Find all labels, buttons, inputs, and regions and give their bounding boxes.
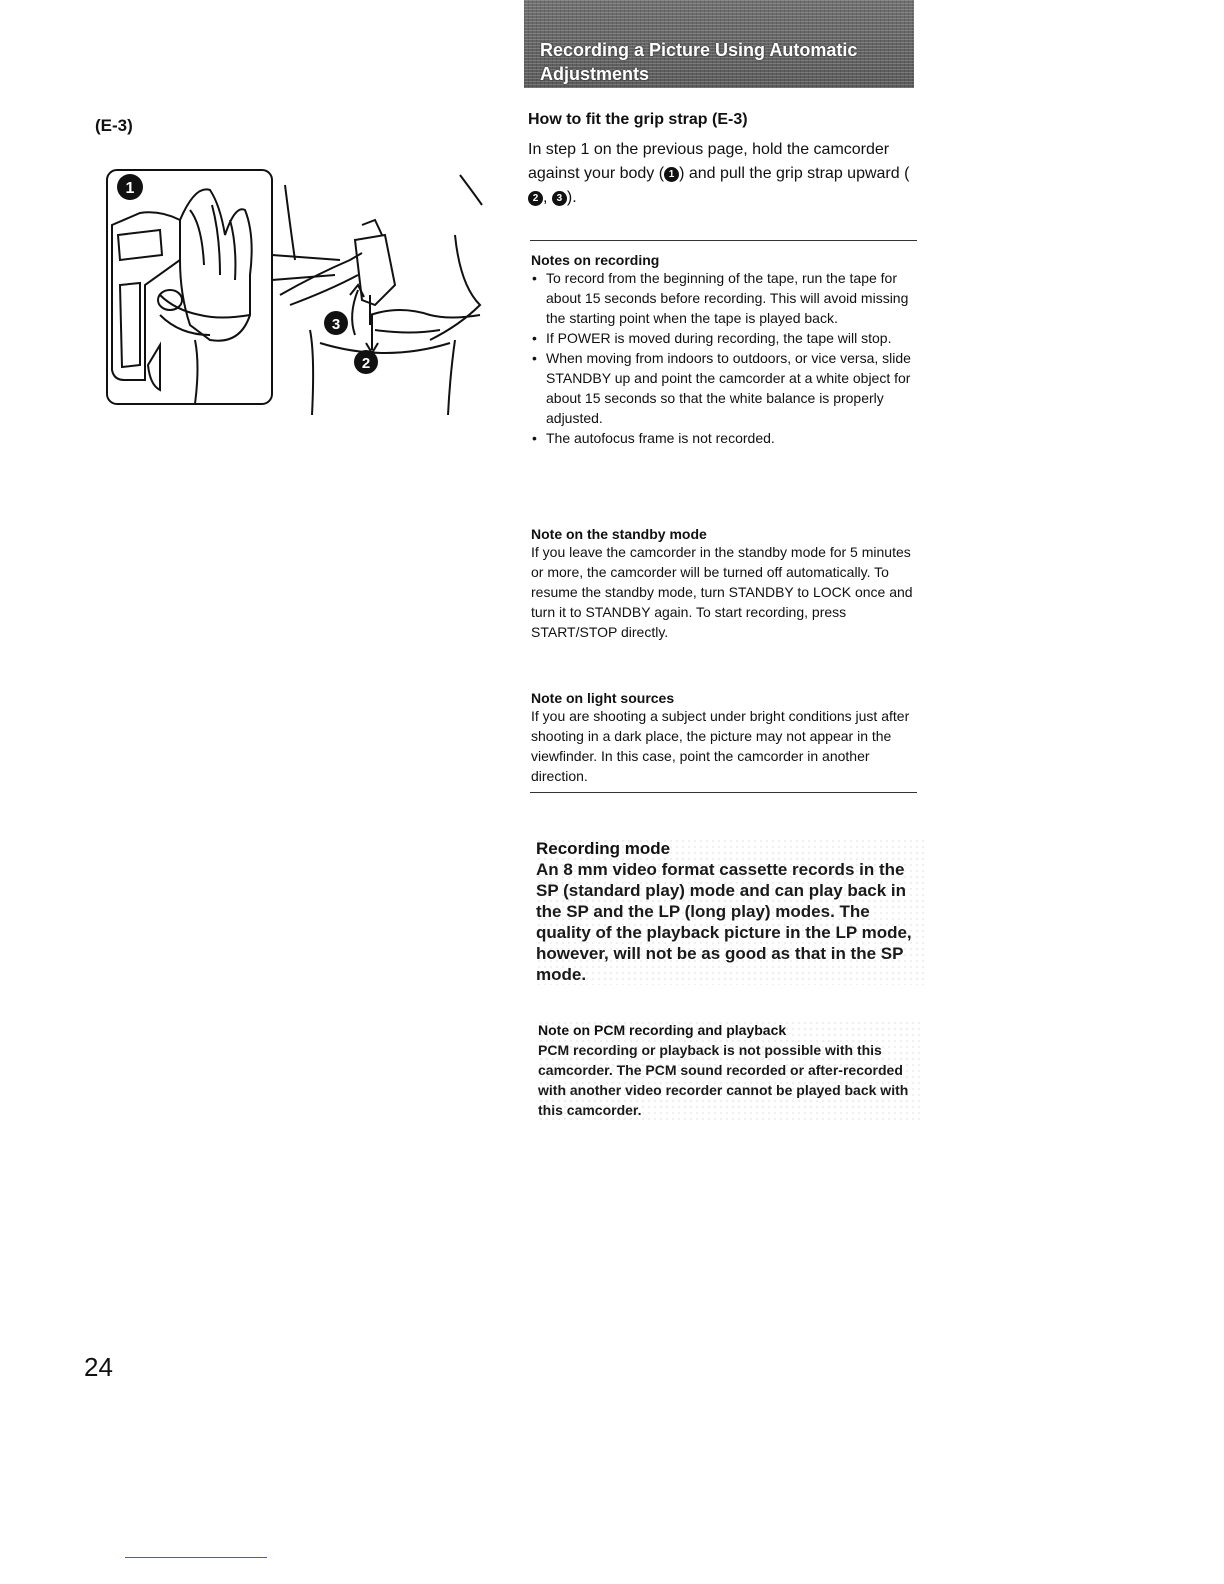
pcm-note-box [538,1020,923,1120]
list-item: • The autofocus frame is not recorded. [531,428,921,448]
light-sources-heading: Note on light sources [531,690,675,706]
pcm-note-heading: Note on PCM recording and playback [538,1022,787,1038]
marker-3 [324,311,348,335]
list-item: • If POWER is moved during recording, the tape will stop. [531,328,921,348]
recording-mode-text: An 8 mm video format cassette records in the SP (standard play) mode and can play back in the SP and the LP (long play) modes. The quality of the playback picture in the LP mode, however, will not be as good as that in the SP mode. [536,860,912,984]
page-number: 24 [84,1352,113,1382]
grip-strap-instructions: In step 1 on the previous page, hold the camcorder against your body ( 1 ) and pull the grip strap upward (2 , 3 ). [528,141,910,206]
standby-heading: Note on the standby mode [531,526,707,542]
recording-mode-box [536,838,926,985]
pcm-note-text: PCM recording or playback is not possible with this camcorder. The PCM sound recorded or after-recorded with another video recorder cannot be played back with this camcorder. [538,1042,909,1118]
section-header-title: Recording a Picture Using Automatic Adjustments [540,40,858,84]
list-item: • When moving from indoors to outdoors, or vice versa, slide STANDBY up and point the camcorder at a white object for about 15 seconds so that the white balance is properly adjusted. [531,348,921,428]
figure-label: (E-3) [95,116,133,135]
notes-recording-heading: Notes on recording [531,252,660,268]
marker-2 [354,350,378,374]
light-sources-text: If you are shooting a subject under bright conditions just after shooting in a dark place, the picture may not appear in the viewfinder. In this case, point the camcorder in another direction. [531,708,910,784]
footer-rule [125,1557,267,1558]
divider [530,792,917,793]
marker-1 [117,174,143,200]
svg-text:3: 3 [331,316,341,333]
svg-text:2: 2 [361,355,371,372]
step-1-badge: 1 [664,167,679,182]
inset-frame [107,170,272,404]
notes-recording-list [531,268,921,448]
grip-strap-illustration [100,165,490,425]
divider [530,240,917,241]
step-3-badge: 3 [552,191,567,206]
recording-mode-heading: Recording mode [536,839,671,858]
standby-text: If you leave the camcorder in the standby mode for 5 minutes or more, the camcorder will be turned off automatically. To resume the standby mode, turn STANDBY to LOCK once and turn it to STANDBY again. To start recording, press START/STOP directly. [531,544,913,640]
grip-strap-heading: How to fit the grip strap (E-3) [528,111,748,128]
step-2-badge: 2 [528,191,543,206]
svg-text:1: 1 [125,180,135,197]
section-header-banner [524,0,914,88]
list-item: • To record from the beginning of the tape, run the tape for about 15 seconds before recording. This will avoid missing the starting point when the tape is played back. [531,268,921,328]
